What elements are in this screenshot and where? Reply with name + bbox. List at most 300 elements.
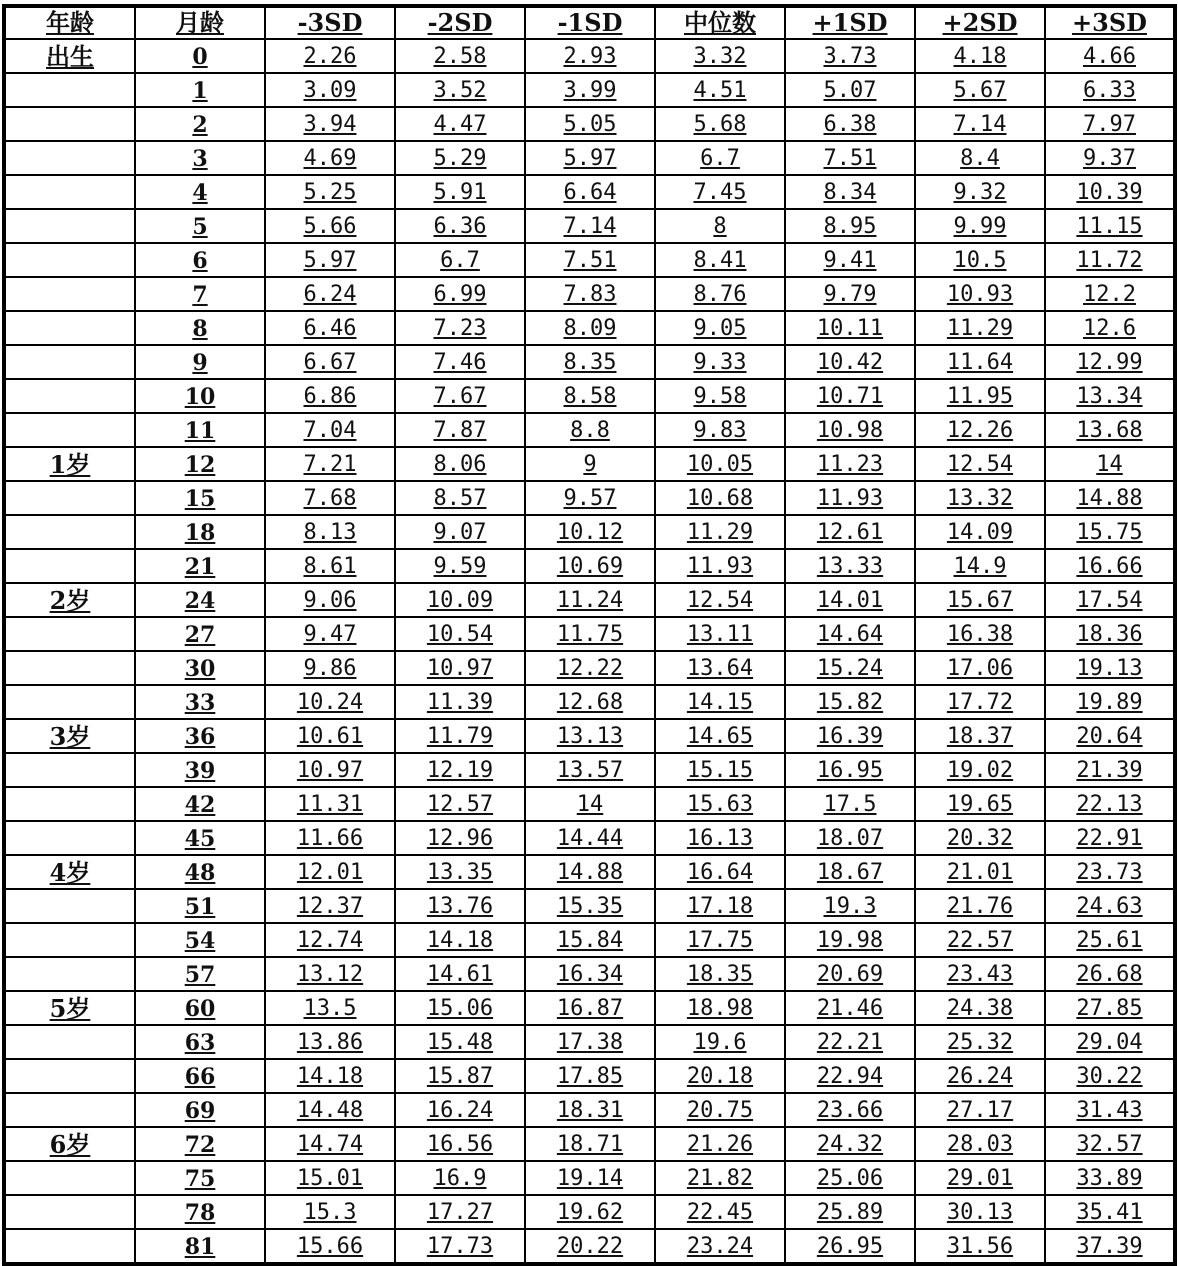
header-plus1sd: +1SD xyxy=(785,6,915,39)
cell-month: 10 xyxy=(135,379,265,413)
cell-minus3sd: 12.37 xyxy=(265,889,395,923)
cell-minus1sd: 10.12 xyxy=(525,515,655,549)
cell-minus3sd: 15.3 xyxy=(265,1195,395,1229)
cell-year xyxy=(4,515,135,549)
cell-minus3sd: 6.67 xyxy=(265,345,395,379)
cell-plus2sd: 12.26 xyxy=(915,413,1045,447)
cell-year xyxy=(4,889,135,923)
cell-plus2sd: 8.4 xyxy=(915,141,1045,175)
cell-minus3sd: 13.12 xyxy=(265,957,395,991)
cell-plus1sd: 22.94 xyxy=(785,1059,915,1093)
cell-month: 42 xyxy=(135,787,265,821)
cell-month: 51 xyxy=(135,889,265,923)
cell-plus3sd: 31.43 xyxy=(1045,1093,1175,1127)
cell-plus1sd: 11.23 xyxy=(785,447,915,481)
cell-minus2sd: 6.99 xyxy=(395,277,525,311)
cell-minus1sd: 11.75 xyxy=(525,617,655,651)
cell-plus1sd: 12.61 xyxy=(785,515,915,549)
cell-year xyxy=(4,311,135,345)
cell-minus1sd: 19.14 xyxy=(525,1161,655,1195)
cell-minus2sd: 7.23 xyxy=(395,311,525,345)
cell-plus2sd: 25.32 xyxy=(915,1025,1045,1059)
cell-month: 69 xyxy=(135,1093,265,1127)
cell-year: 6岁 xyxy=(4,1127,135,1161)
cell-plus2sd: 11.95 xyxy=(915,379,1045,413)
cell-plus3sd: 17.54 xyxy=(1045,583,1175,617)
cell-minus1sd: 6.64 xyxy=(525,175,655,209)
cell-minus1sd: 19.62 xyxy=(525,1195,655,1229)
table-row xyxy=(4,1195,1175,1229)
cell-minus3sd: 10.97 xyxy=(265,753,395,787)
cell-minus2sd: 8.06 xyxy=(395,447,525,481)
cell-minus1sd: 8.8 xyxy=(525,413,655,447)
cell-minus3sd: 7.21 xyxy=(265,447,395,481)
table-body xyxy=(4,39,1175,1264)
cell-plus1sd: 7.51 xyxy=(785,141,915,175)
cell-year xyxy=(4,413,135,447)
cell-minus3sd: 12.01 xyxy=(265,855,395,889)
table-row xyxy=(4,1093,1175,1127)
cell-month: 45 xyxy=(135,821,265,855)
cell-median: 14.65 xyxy=(655,719,785,753)
cell-minus1sd: 14 xyxy=(525,787,655,821)
table-row xyxy=(4,209,1175,243)
table-row xyxy=(4,923,1175,957)
cell-median: 8.76 xyxy=(655,277,785,311)
cell-minus3sd: 7.68 xyxy=(265,481,395,515)
cell-minus2sd: 17.73 xyxy=(395,1229,525,1264)
cell-plus3sd: 18.36 xyxy=(1045,617,1175,651)
cell-minus2sd: 13.35 xyxy=(395,855,525,889)
cell-minus2sd: 5.91 xyxy=(395,175,525,209)
cell-minus2sd: 8.57 xyxy=(395,481,525,515)
cell-minus1sd: 16.34 xyxy=(525,957,655,991)
cell-plus3sd: 24.63 xyxy=(1045,889,1175,923)
cell-minus2sd: 16.56 xyxy=(395,1127,525,1161)
cell-month: 27 xyxy=(135,617,265,651)
table-row xyxy=(4,379,1175,413)
cell-minus2sd: 7.46 xyxy=(395,345,525,379)
cell-plus2sd: 28.03 xyxy=(915,1127,1045,1161)
cell-plus2sd: 11.64 xyxy=(915,345,1045,379)
cell-plus1sd: 9.41 xyxy=(785,243,915,277)
cell-year xyxy=(4,651,135,685)
cell-year xyxy=(4,1059,135,1093)
cell-median: 16.13 xyxy=(655,821,785,855)
table-row xyxy=(4,107,1175,141)
cell-minus1sd: 9 xyxy=(525,447,655,481)
cell-plus2sd: 15.67 xyxy=(915,583,1045,617)
cell-plus3sd: 19.13 xyxy=(1045,651,1175,685)
table-row xyxy=(4,413,1175,447)
cell-plus3sd: 13.68 xyxy=(1045,413,1175,447)
cell-plus3sd: 25.61 xyxy=(1045,923,1175,957)
table-row xyxy=(4,243,1175,277)
cell-plus1sd: 11.93 xyxy=(785,481,915,515)
cell-minus3sd: 8.13 xyxy=(265,515,395,549)
cell-month: 4 xyxy=(135,175,265,209)
cell-minus1sd: 7.83 xyxy=(525,277,655,311)
cell-plus2sd: 10.5 xyxy=(915,243,1045,277)
table-row xyxy=(4,311,1175,345)
cell-month: 36 xyxy=(135,719,265,753)
cell-minus2sd: 12.96 xyxy=(395,821,525,855)
cell-plus1sd: 10.98 xyxy=(785,413,915,447)
cell-month: 8 xyxy=(135,311,265,345)
cell-minus2sd: 16.24 xyxy=(395,1093,525,1127)
cell-minus2sd: 10.09 xyxy=(395,583,525,617)
cell-plus3sd: 6.33 xyxy=(1045,73,1175,107)
cell-minus2sd: 12.57 xyxy=(395,787,525,821)
cell-plus2sd: 7.14 xyxy=(915,107,1045,141)
cell-minus2sd: 14.61 xyxy=(395,957,525,991)
cell-year xyxy=(4,379,135,413)
cell-median: 21.82 xyxy=(655,1161,785,1195)
cell-plus2sd: 22.57 xyxy=(915,923,1045,957)
cell-minus1sd: 8.58 xyxy=(525,379,655,413)
cell-minus2sd: 15.06 xyxy=(395,991,525,1025)
cell-plus1sd: 8.34 xyxy=(785,175,915,209)
cell-year xyxy=(4,1093,135,1127)
cell-minus3sd: 9.47 xyxy=(265,617,395,651)
cell-minus1sd: 12.68 xyxy=(525,685,655,719)
cell-minus3sd: 10.61 xyxy=(265,719,395,753)
cell-minus3sd: 2.26 xyxy=(265,39,395,73)
cell-minus1sd: 7.14 xyxy=(525,209,655,243)
cell-plus3sd: 35.41 xyxy=(1045,1195,1175,1229)
cell-plus1sd: 25.06 xyxy=(785,1161,915,1195)
table-row xyxy=(4,1025,1175,1059)
cell-median: 11.29 xyxy=(655,515,785,549)
header-minus2sd: -2SD xyxy=(395,6,525,39)
cell-minus2sd: 16.9 xyxy=(395,1161,525,1195)
cell-minus1sd: 18.71 xyxy=(525,1127,655,1161)
cell-month: 15 xyxy=(135,481,265,515)
cell-year xyxy=(4,753,135,787)
cell-month: 72 xyxy=(135,1127,265,1161)
cell-plus2sd: 13.32 xyxy=(915,481,1045,515)
cell-plus1sd: 18.07 xyxy=(785,821,915,855)
cell-plus2sd: 20.32 xyxy=(915,821,1045,855)
table-row xyxy=(4,515,1175,549)
cell-month: 21 xyxy=(135,549,265,583)
cell-plus1sd: 23.66 xyxy=(785,1093,915,1127)
cell-year xyxy=(4,787,135,821)
cell-month: 81 xyxy=(135,1229,265,1264)
cell-plus1sd: 14.64 xyxy=(785,617,915,651)
table-row xyxy=(4,821,1175,855)
cell-plus3sd: 12.2 xyxy=(1045,277,1175,311)
cell-median: 5.68 xyxy=(655,107,785,141)
cell-minus2sd: 6.7 xyxy=(395,243,525,277)
cell-plus2sd: 24.38 xyxy=(915,991,1045,1025)
cell-minus1sd: 10.69 xyxy=(525,549,655,583)
cell-year xyxy=(4,549,135,583)
cell-minus2sd: 5.29 xyxy=(395,141,525,175)
cell-year xyxy=(4,923,135,957)
cell-year: 出生 xyxy=(4,39,135,73)
table-row xyxy=(4,1229,1175,1264)
cell-plus2sd: 30.13 xyxy=(915,1195,1045,1229)
header-row xyxy=(4,6,1175,39)
cell-plus1sd: 17.5 xyxy=(785,787,915,821)
cell-plus2sd: 19.02 xyxy=(915,753,1045,787)
cell-minus1sd: 15.35 xyxy=(525,889,655,923)
cell-plus1sd: 22.21 xyxy=(785,1025,915,1059)
cell-minus3sd: 15.01 xyxy=(265,1161,395,1195)
cell-year xyxy=(4,1229,135,1264)
cell-month: 30 xyxy=(135,651,265,685)
cell-minus1sd: 9.57 xyxy=(525,481,655,515)
cell-month: 60 xyxy=(135,991,265,1025)
cell-plus3sd: 29.04 xyxy=(1045,1025,1175,1059)
table-row xyxy=(4,1059,1175,1093)
cell-year xyxy=(4,1195,135,1229)
cell-minus2sd: 17.27 xyxy=(395,1195,525,1229)
cell-plus2sd: 26.24 xyxy=(915,1059,1045,1093)
cell-month: 0 xyxy=(135,39,265,73)
cell-minus2sd: 3.52 xyxy=(395,73,525,107)
cell-plus2sd: 29.01 xyxy=(915,1161,1045,1195)
cell-plus3sd: 9.37 xyxy=(1045,141,1175,175)
cell-minus1sd: 20.22 xyxy=(525,1229,655,1264)
cell-minus1sd: 18.31 xyxy=(525,1093,655,1127)
cell-plus2sd: 23.43 xyxy=(915,957,1045,991)
cell-minus2sd: 12.19 xyxy=(395,753,525,787)
cell-year xyxy=(4,821,135,855)
table-row xyxy=(4,447,1175,481)
cell-plus3sd: 16.66 xyxy=(1045,549,1175,583)
cell-median: 11.93 xyxy=(655,549,785,583)
cell-plus2sd: 19.65 xyxy=(915,787,1045,821)
cell-minus2sd: 9.59 xyxy=(395,549,525,583)
cell-minus3sd: 5.97 xyxy=(265,243,395,277)
table-row xyxy=(4,73,1175,107)
cell-plus2sd: 12.54 xyxy=(915,447,1045,481)
cell-minus2sd: 6.36 xyxy=(395,209,525,243)
cell-plus2sd: 16.38 xyxy=(915,617,1045,651)
cell-minus1sd: 7.51 xyxy=(525,243,655,277)
cell-plus2sd: 14.09 xyxy=(915,515,1045,549)
cell-plus3sd: 22.13 xyxy=(1045,787,1175,821)
cell-plus3sd: 11.15 xyxy=(1045,209,1175,243)
cell-minus1sd: 17.38 xyxy=(525,1025,655,1059)
cell-month: 7 xyxy=(135,277,265,311)
cell-median: 21.26 xyxy=(655,1127,785,1161)
cell-year xyxy=(4,175,135,209)
cell-median: 12.54 xyxy=(655,583,785,617)
cell-minus1sd: 8.35 xyxy=(525,345,655,379)
cell-median: 15.15 xyxy=(655,753,785,787)
cell-minus3sd: 14.48 xyxy=(265,1093,395,1127)
cell-median: 13.64 xyxy=(655,651,785,685)
cell-month: 24 xyxy=(135,583,265,617)
cell-minus1sd: 14.44 xyxy=(525,821,655,855)
cell-minus3sd: 6.86 xyxy=(265,379,395,413)
cell-plus1sd: 16.95 xyxy=(785,753,915,787)
cell-median: 10.05 xyxy=(655,447,785,481)
cell-plus3sd: 13.34 xyxy=(1045,379,1175,413)
cell-minus2sd: 11.79 xyxy=(395,719,525,753)
cell-plus1sd: 24.32 xyxy=(785,1127,915,1161)
cell-year xyxy=(4,73,135,107)
cell-year xyxy=(4,685,135,719)
cell-plus3sd: 32.57 xyxy=(1045,1127,1175,1161)
cell-minus2sd: 10.54 xyxy=(395,617,525,651)
cell-year xyxy=(4,1161,135,1195)
cell-minus1sd: 5.97 xyxy=(525,141,655,175)
cell-year xyxy=(4,345,135,379)
cell-plus1sd: 13.33 xyxy=(785,549,915,583)
table-row xyxy=(4,345,1175,379)
cell-plus2sd: 9.99 xyxy=(915,209,1045,243)
cell-minus1sd: 11.24 xyxy=(525,583,655,617)
cell-plus3sd: 19.89 xyxy=(1045,685,1175,719)
cell-month: 6 xyxy=(135,243,265,277)
cell-plus1sd: 16.39 xyxy=(785,719,915,753)
cell-month: 18 xyxy=(135,515,265,549)
cell-minus1sd: 13.57 xyxy=(525,753,655,787)
cell-month: 39 xyxy=(135,753,265,787)
cell-plus1sd: 18.67 xyxy=(785,855,915,889)
cell-minus1sd: 14.88 xyxy=(525,855,655,889)
cell-minus1sd: 3.99 xyxy=(525,73,655,107)
cell-plus1sd: 25.89 xyxy=(785,1195,915,1229)
table-row xyxy=(4,1161,1175,1195)
cell-plus1sd: 19.3 xyxy=(785,889,915,923)
cell-median: 8.41 xyxy=(655,243,785,277)
table-row xyxy=(4,175,1175,209)
cell-plus2sd: 21.76 xyxy=(915,889,1045,923)
cell-minus2sd: 10.97 xyxy=(395,651,525,685)
cell-month: 78 xyxy=(135,1195,265,1229)
cell-plus3sd: 27.85 xyxy=(1045,991,1175,1025)
cell-median: 20.18 xyxy=(655,1059,785,1093)
cell-year xyxy=(4,481,135,515)
table-row xyxy=(4,855,1175,889)
cell-plus1sd: 5.07 xyxy=(785,73,915,107)
cell-minus1sd: 15.84 xyxy=(525,923,655,957)
cell-minus2sd: 11.39 xyxy=(395,685,525,719)
header-minus1sd: -1SD xyxy=(525,6,655,39)
cell-plus2sd: 4.18 xyxy=(915,39,1045,73)
cell-median: 13.11 xyxy=(655,617,785,651)
cell-minus1sd: 13.13 xyxy=(525,719,655,753)
cell-median: 15.63 xyxy=(655,787,785,821)
cell-minus3sd: 13.5 xyxy=(265,991,395,1025)
cell-minus3sd: 11.31 xyxy=(265,787,395,821)
cell-plus1sd: 21.46 xyxy=(785,991,915,1025)
cell-plus1sd: 15.82 xyxy=(785,685,915,719)
cell-plus1sd: 10.11 xyxy=(785,311,915,345)
table-row xyxy=(4,277,1175,311)
cell-minus3sd: 8.61 xyxy=(265,549,395,583)
cell-year xyxy=(4,141,135,175)
cell-minus2sd: 15.87 xyxy=(395,1059,525,1093)
cell-median: 14.15 xyxy=(655,685,785,719)
cell-plus2sd: 21.01 xyxy=(915,855,1045,889)
cell-minus3sd: 14.74 xyxy=(265,1127,395,1161)
cell-plus3sd: 26.68 xyxy=(1045,957,1175,991)
cell-minus3sd: 14.18 xyxy=(265,1059,395,1093)
cell-month: 12 xyxy=(135,447,265,481)
header-plus3sd: +3SD xyxy=(1045,6,1175,39)
cell-plus3sd: 22.91 xyxy=(1045,821,1175,855)
cell-month: 48 xyxy=(135,855,265,889)
cell-minus3sd: 12.74 xyxy=(265,923,395,957)
cell-plus2sd: 17.72 xyxy=(915,685,1045,719)
cell-minus1sd: 5.05 xyxy=(525,107,655,141)
cell-year xyxy=(4,243,135,277)
cell-month: 9 xyxy=(135,345,265,379)
table-row xyxy=(4,957,1175,991)
cell-minus3sd: 11.66 xyxy=(265,821,395,855)
cell-plus3sd: 30.22 xyxy=(1045,1059,1175,1093)
cell-median: 16.64 xyxy=(655,855,785,889)
header-year: 年龄 xyxy=(4,6,135,39)
cell-month: 54 xyxy=(135,923,265,957)
cell-month: 1 xyxy=(135,73,265,107)
cell-year xyxy=(4,107,135,141)
cell-minus2sd: 4.47 xyxy=(395,107,525,141)
cell-month: 33 xyxy=(135,685,265,719)
cell-month: 63 xyxy=(135,1025,265,1059)
cell-median: 9.33 xyxy=(655,345,785,379)
cell-minus2sd: 15.48 xyxy=(395,1025,525,1059)
cell-minus3sd: 15.66 xyxy=(265,1229,395,1264)
cell-median: 4.51 xyxy=(655,73,785,107)
cell-minus3sd: 9.86 xyxy=(265,651,395,685)
table-row xyxy=(4,617,1175,651)
header-plus2sd: +2SD xyxy=(915,6,1045,39)
cell-plus2sd: 9.32 xyxy=(915,175,1045,209)
cell-minus1sd: 16.87 xyxy=(525,991,655,1025)
cell-median: 22.45 xyxy=(655,1195,785,1229)
cell-plus2sd: 17.06 xyxy=(915,651,1045,685)
cell-plus1sd: 26.95 xyxy=(785,1229,915,1264)
table-row xyxy=(4,1127,1175,1161)
cell-median: 9.83 xyxy=(655,413,785,447)
cell-minus1sd: 8.09 xyxy=(525,311,655,345)
cell-month: 5 xyxy=(135,209,265,243)
cell-plus3sd: 33.89 xyxy=(1045,1161,1175,1195)
cell-plus2sd: 10.93 xyxy=(915,277,1045,311)
cell-plus3sd: 14.88 xyxy=(1045,481,1175,515)
cell-minus3sd: 6.24 xyxy=(265,277,395,311)
cell-month: 57 xyxy=(135,957,265,991)
table-row xyxy=(4,481,1175,515)
cell-plus3sd: 4.66 xyxy=(1045,39,1175,73)
cell-plus1sd: 9.79 xyxy=(785,277,915,311)
cell-plus3sd: 23.73 xyxy=(1045,855,1175,889)
cell-minus2sd: 13.76 xyxy=(395,889,525,923)
cell-plus2sd: 11.29 xyxy=(915,311,1045,345)
cell-median: 9.58 xyxy=(655,379,785,413)
weight-for-age-table xyxy=(2,4,1177,1266)
cell-minus2sd: 14.18 xyxy=(395,923,525,957)
cell-year: 2岁 xyxy=(4,583,135,617)
cell-year: 3岁 xyxy=(4,719,135,753)
cell-year xyxy=(4,617,135,651)
cell-minus3sd: 5.25 xyxy=(265,175,395,209)
cell-year xyxy=(4,209,135,243)
cell-plus3sd: 7.97 xyxy=(1045,107,1175,141)
cell-minus2sd: 9.07 xyxy=(395,515,525,549)
cell-median: 23.24 xyxy=(655,1229,785,1264)
cell-plus2sd: 14.9 xyxy=(915,549,1045,583)
table-row xyxy=(4,889,1175,923)
cell-median: 20.75 xyxy=(655,1093,785,1127)
